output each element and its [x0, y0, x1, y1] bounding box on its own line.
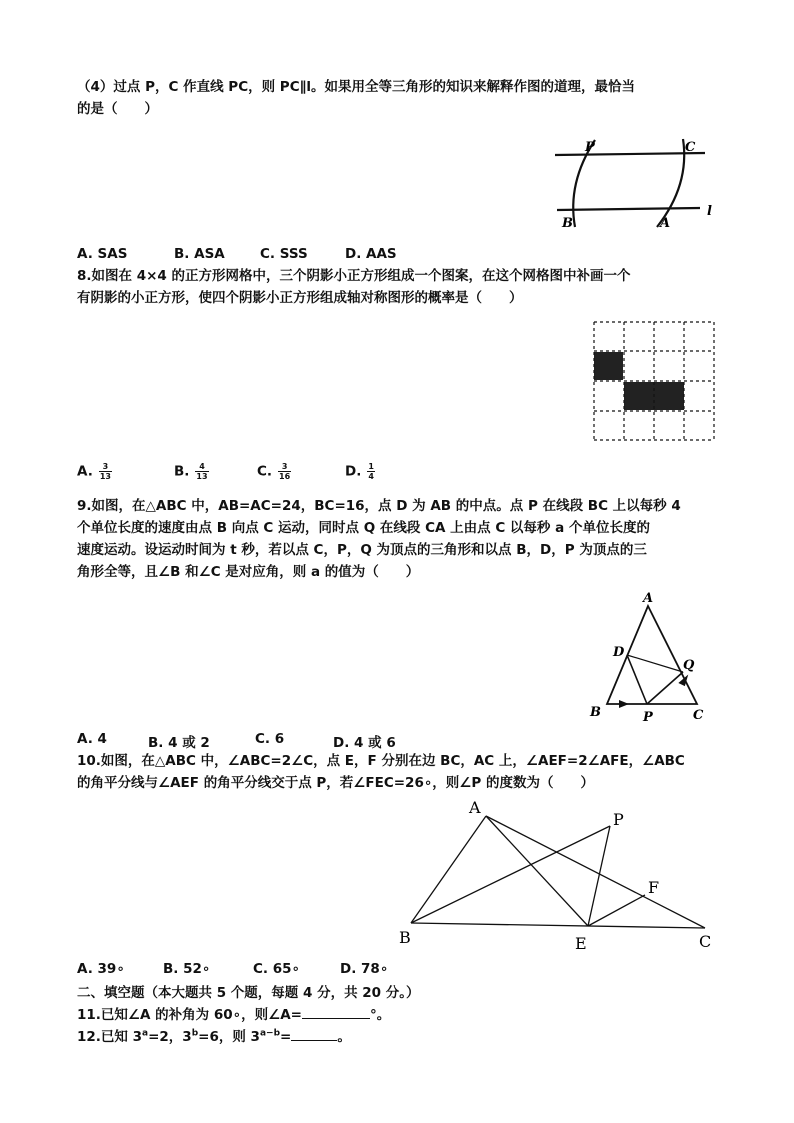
- q9-text-line3: 速度运动。设运动时间为 t 秒，若以点 C，P，Q 为顶点的三角形和以点 B，D，P 为顶点的三: [77, 542, 647, 558]
- q9-label-a: A: [643, 591, 654, 606]
- q4-label-p: P: [585, 140, 595, 155]
- q9-label-p: P: [643, 710, 653, 725]
- q10-text-line2: 的角平分线与∠AEF 的角平分线交于点 P，若∠FEC=26∘，则∠P 的度数为（ ）: [77, 775, 594, 791]
- q4-label-b: B: [562, 216, 573, 231]
- q4-option-a[interactable]: A. SAS: [77, 246, 128, 262]
- q9-label-d: D: [613, 645, 625, 660]
- q9-option-c[interactable]: C. 6: [255, 731, 285, 747]
- q9-label-b: B: [590, 705, 601, 720]
- q12-text-mid2: =6，则 3: [198, 1029, 260, 1045]
- q9-text-line1: 9.如图，在△ABC 中，AB=AC=24，BC=16，点 D 为 AB 的中点。点 P 在线段 BC 上以每秒 4: [77, 498, 681, 514]
- q8-option-d-letter: D.: [345, 463, 362, 480]
- q10-option-c[interactable]: C. 65∘: [253, 961, 300, 977]
- q8-option-b-fraction: [195, 462, 208, 481]
- q9-option-b[interactable]: B. 4 或 2: [148, 735, 210, 751]
- q9-option-d[interactable]: D. 4 或 6: [333, 735, 396, 751]
- q4-label-c: C: [685, 140, 696, 155]
- numerator: 4: [195, 462, 208, 472]
- q9-option-a[interactable]: A. 4: [77, 731, 107, 747]
- q10-text-line1: 10.如图，在△ABC 中，∠ABC=2∠C，点 E，F 分别在边 BC，AC 上，∠AEF=2∠AFE，∠ABC: [77, 753, 685, 769]
- q10-label-a: A: [469, 798, 481, 817]
- q8-option-b[interactable]: [174, 462, 209, 481]
- q12-sup-a: a: [142, 1028, 149, 1039]
- q8-option-d[interactable]: [345, 462, 375, 481]
- q10-label-b: B: [399, 928, 411, 947]
- q4-option-b[interactable]: B. ASA: [174, 246, 225, 262]
- numerator: 1: [368, 462, 374, 471]
- q10-option-a[interactable]: A. 39∘: [77, 961, 125, 977]
- q9-arrow-bp: [619, 700, 629, 708]
- denominator: 4: [368, 472, 374, 481]
- numerator: 3: [278, 462, 291, 472]
- q8-option-c[interactable]: [257, 462, 291, 481]
- q8-text-line2: 有阴影的小正方形，使四个阴影小正方形组成轴对称图形的概率是（ ）: [77, 290, 523, 306]
- q9-text-line2: 个单位长度的速度由点 B 向点 C 运动，同时点 Q 在线段 CA 上由点 C 以每秒 a 个单位长度的: [77, 520, 650, 536]
- section2-heading: 二、填空题（本大题共 5 个题，每题 4 分，共 20 分。）: [77, 985, 420, 1001]
- q8-shaded-cell: [594, 352, 623, 380]
- q8-option-b-letter: B.: [174, 463, 190, 480]
- q9-label-c: C: [693, 708, 704, 723]
- q11-answer-blank[interactable]: [302, 1004, 370, 1019]
- q9-triangle-figure: [585, 588, 710, 723]
- q11-text-pre: 11.已知∠A 的补角为 60∘，则∠A=: [77, 1007, 302, 1023]
- q10-label-p: P: [613, 810, 624, 829]
- q10-label-c: C: [699, 932, 712, 951]
- q11-line: [77, 1004, 390, 1025]
- q8-option-a-letter: A.: [77, 463, 93, 480]
- q10-label-f: F: [648, 878, 660, 897]
- q8-grid-figure: [593, 321, 715, 441]
- q8-shaded-cell: [654, 382, 684, 410]
- q12-sup-a-minus-b: a−b: [259, 1028, 281, 1039]
- q8-option-c-fraction: [278, 462, 291, 481]
- q4-figure: [545, 135, 720, 240]
- q8-shaded-cell: [624, 382, 654, 410]
- q4-option-d[interactable]: D. AAS: [345, 246, 397, 262]
- q9-text-line4: 角形全等，且∠B 和∠C 是对应角，则 a 的值为（ ）: [77, 564, 420, 580]
- q10-option-b[interactable]: B. 52∘: [163, 961, 211, 977]
- q12-text-post: 。: [337, 1029, 351, 1045]
- q11-text-post: °。: [369, 1007, 391, 1023]
- q9-label-q: Q: [683, 658, 695, 673]
- q12-line: [77, 1026, 351, 1047]
- q4-text-line1: （4）过点 P，C 作直线 PC，则 PC∥l。如果用全等三角形的知识来解释作图的道理，最恰当: [77, 79, 635, 95]
- q10-option-d[interactable]: D. 78∘: [340, 961, 389, 977]
- q4-text-line2: 的是（ ）: [77, 101, 158, 117]
- q12-text-pre: 12.已知 3: [77, 1029, 143, 1045]
- q10-triangle-figure: [395, 795, 725, 955]
- q4-label-l: l: [707, 204, 712, 219]
- q4-option-c[interactable]: C. SSS: [260, 246, 308, 262]
- q4-label-a: A: [660, 216, 671, 231]
- q8-option-c-letter: C.: [257, 463, 273, 480]
- q8-text-line1: 8.如图在 4×4 的正方形网格中，三个阴影小正方形组成一个图案，在这个网格图中补画一个: [77, 268, 631, 284]
- denominator: 13: [99, 472, 111, 481]
- denominator: 16: [279, 472, 291, 481]
- q12-text-mid3: =: [280, 1029, 292, 1045]
- denominator: 13: [196, 472, 208, 481]
- q12-answer-blank[interactable]: [291, 1026, 337, 1041]
- q8-option-a[interactable]: [77, 462, 112, 481]
- q8-option-d-fraction: [367, 462, 375, 481]
- q12-sup-b: b: [191, 1028, 199, 1039]
- q8-option-a-fraction: [99, 462, 112, 481]
- q12-text-mid1: =2，3: [148, 1029, 192, 1045]
- q10-label-e: E: [575, 934, 587, 953]
- numerator: 3: [99, 462, 112, 472]
